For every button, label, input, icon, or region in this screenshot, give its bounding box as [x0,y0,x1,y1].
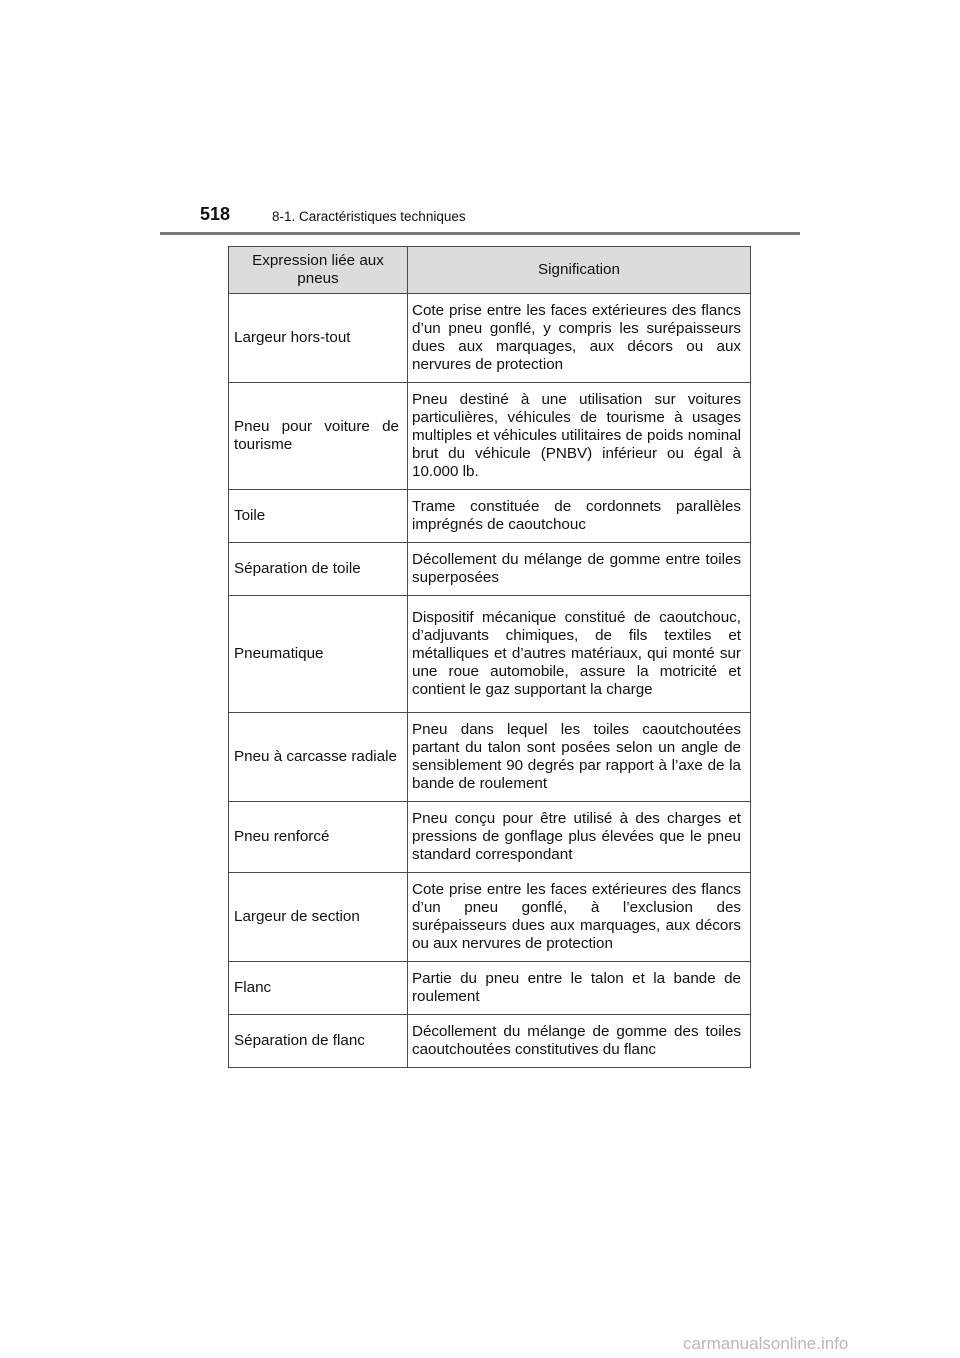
term-cell: Toile [229,490,408,543]
column-header-term: Expression liée aux pneus [229,247,408,294]
table-row [229,596,751,713]
table-row [229,294,751,383]
table-row [229,383,751,490]
table-row [229,1015,751,1068]
meaning-cell: Pneu destiné à une utilisation sur voitures particulières, véhicules de tourisme à usages multiples et véhicules utilitaires de poids nominal brut du véhicule (PNBV) inférieur ou égal à 10.000 lb. [408,383,751,490]
meaning-cell: Dispositif mécanique constitué de caoutchouc, d’adjuvants chimiques, de fils textiles et métalliques et d’autres matériaux, qui monté sur une roue automobile, assure la motricité et contient le gaz supportant la charge [408,596,751,713]
term-cell: Pneu à carcasse radiale [229,713,408,802]
watermark: carmanualsonline.info [683,1334,849,1353]
table-header-row [229,247,751,294]
meaning-cell: Décollement du mélange de gomme entre toiles superposées [408,543,751,596]
header-divider [160,232,800,235]
meaning-cell: Pneu dans lequel les toiles caoutchoutées partant du talon sont posées selon un angle de sensiblement 90 degrés par rapport à l’axe de la bande de roulement [408,713,751,802]
table-row [229,962,751,1015]
term-cell: Pneumatique [229,596,408,713]
term-cell: Séparation de toile [229,543,408,596]
meaning-cell: Partie du pneu entre le talon et la bande de roulement [408,962,751,1015]
term-cell: Largeur de section [229,873,408,962]
meaning-cell: Cote prise entre les faces extérieures des flancs d’un pneu gonflé, y compris les surépaisseurs dues aux marquages, aux décors ou aux nervures de protection [408,294,751,383]
meaning-cell: Décollement du mélange de gomme des toiles caoutchoutées constitutives du flanc [408,1015,751,1068]
term-cell: Pneu pour voiture de tourisme [229,383,408,490]
term-cell: Séparation de flanc [229,1015,408,1068]
tire-terms-table [228,246,751,1068]
meaning-cell: Trame constituée de cordonnets parallèles imprégnés de caoutchouc [408,490,751,543]
page-number: 518 [200,204,231,224]
table-row [229,543,751,596]
term-cell: Largeur hors-tout [229,294,408,383]
table-row [229,713,751,802]
table-row [229,873,751,962]
table-row [229,490,751,543]
table-row [229,802,751,873]
section-title: 8-1. Caractéristiques techniques [272,209,466,224]
term-cell: Pneu renforcé [229,802,408,873]
meaning-cell: Cote prise entre les faces extérieures des flancs d’un pneu gonflé, à l’exclusion des surépaisseurs dues aux marquages, aux décors ou aux nervures de protection [408,873,751,962]
column-header-meaning: Signification [408,247,751,294]
term-cell: Flanc [229,962,408,1015]
meaning-cell: Pneu conçu pour être utilisé à des charges et pressions de gonflage plus élevées que le pneu standard correspondant [408,802,751,873]
